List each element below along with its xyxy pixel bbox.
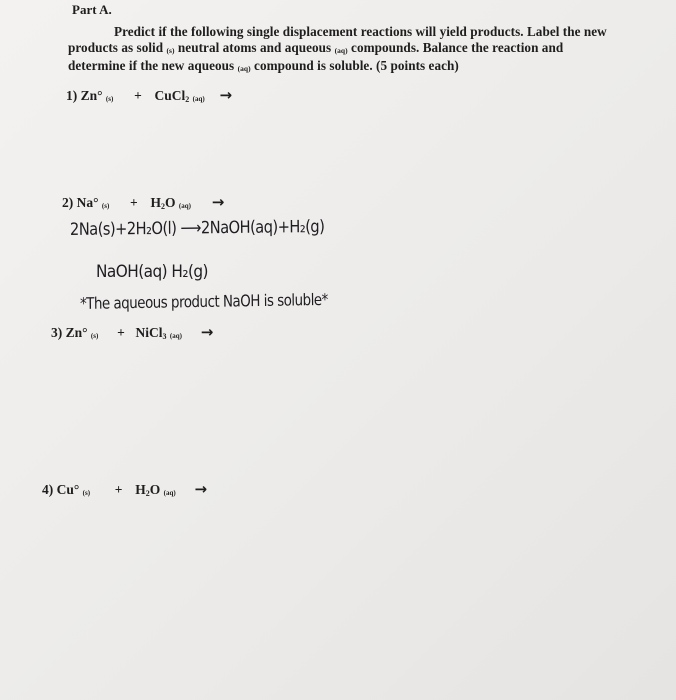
plus-sign: + [114,482,123,497]
part-title: Part A. [72,2,112,17]
question-2 [62,193,224,211]
reactant-2-state: (aq) [169,332,182,340]
reactant-1: Cu° [56,482,80,497]
handwritten-balanced-equation: 2Na(s)+2H₂O(l) ⟶2NaOH(aq)+H₂(g) [69,216,325,240]
instructions-text-2: neutral atoms and aqueous [174,39,335,55]
reaction-arrow: → [194,480,208,498]
handwritten-solubility-note: *The aqueous product NaOH is soluble* [79,289,328,313]
question-number: 2) [62,195,74,210]
question-1 [66,86,232,104]
instructions-aqueous-state-2: (aq) [237,64,251,73]
instructions-text-3: compounds. Balance the reaction and determine if the new aqueous [68,39,564,73]
reactant-2-tail: O [165,195,176,210]
reactant-2-subscript: 3 [162,332,167,341]
plus-sign: + [117,325,125,340]
reactant-2-state: (aq) [178,202,191,210]
reactant-2-subscript: 2 [145,489,150,498]
reactant-1: Zn° [80,88,103,103]
instructions-solid-state: (s) [166,45,175,55]
reactant-2: H [150,195,162,210]
reactant-1-state: (s) [105,95,114,103]
question-number: 1) [66,88,78,103]
instructions-text-4: compound is soluble. (5 points each) [250,58,459,73]
reactant-2-tail: O [149,482,161,497]
reactant-2: CuCl [154,88,186,103]
instructions-aqueous-state: (aq) [334,45,348,55]
reaction-arrow: → [211,193,225,211]
handwritten-product-labels: NaOH(aq) H₂(g) [96,262,208,282]
question-number: 3) [51,325,63,340]
instructions-paragraph [68,24,613,77]
reactant-1: Zn° [65,325,88,340]
reactant-2: NiCl [135,325,163,340]
question-number: 4) [42,482,54,497]
instructions-text-1: Predict if the following single displacement reactions will yield products. Label the new products as solid [68,24,607,55]
reactant-1-state: (s) [90,332,99,340]
reactant-2-state: (aq) [163,489,176,497]
reactant-2-subscript: 2 [161,202,166,211]
reaction-arrow: → [200,323,214,341]
plus-sign: + [134,88,142,103]
reactant-1-state: (s) [82,489,91,497]
reactant-2-state: (aq) [192,95,205,103]
reactant-1: Na° [76,195,99,210]
reactant-1-state: (s) [101,202,110,210]
reaction-arrow: → [219,86,233,104]
reactant-2-subscript: 2 [185,95,190,104]
question-3 [51,323,213,341]
plus-sign: + [130,195,138,210]
question-4 [42,480,207,498]
reactant-2: H [135,482,146,497]
